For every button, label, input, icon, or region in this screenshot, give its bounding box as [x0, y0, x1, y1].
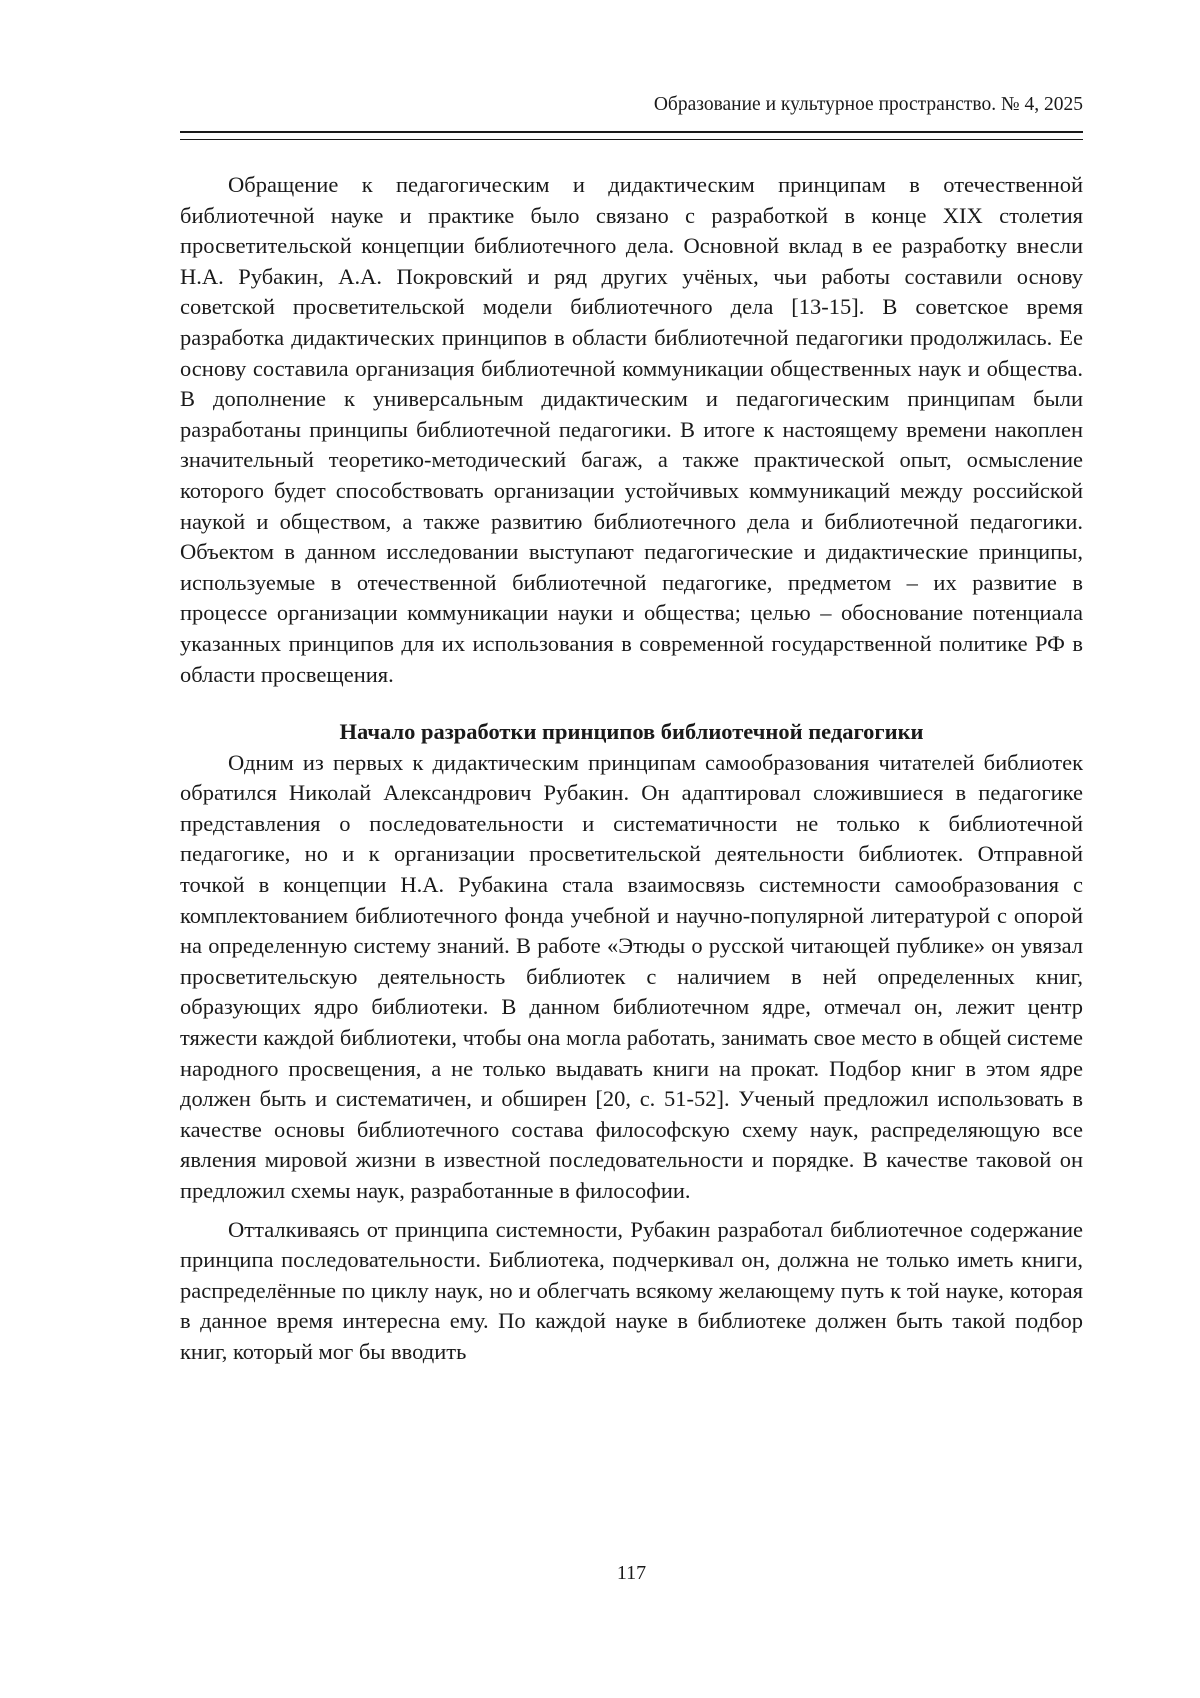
running-header: Образование и культурное пространство. № 4, 2025: [653, 94, 1083, 115]
header-double-rule: [180, 131, 1083, 140]
intro-paragraph: Обращение к педагогическим и дидактическим принципам в отечественной библиотечной науке и практике было связано с разработкой в конце XIX столетия просветительской концепции библиотечного дела. Основной вклад в ее разработку внесли Н.А. Рубакин, А.А. Покровский и ряд других учёных, чьи работы составили основу советской просветительской модели библиотечного дела [13-15]. В советское время разработка дидактических принципов в области библиотечной педагогики продолжилась. Ее основу составила организация библиотечной коммуникации общественных наук и общества. В дополнение к универсальным дидактическим и педагогическим принципам были разработаны принципы библиотечной педагогики. В итоге к настоящему времени накоплен значительный теоретико-методический багаж, а также практической опыт, осмысление которого будет способствовать организации устойчивых коммуникаций между российской наукой и обществом, а также развитию библиотечного дела и библиотечной педагогики. Объектом в данном исследовании выступают педагогические и дидактические принципы, используемые в отечественной библиотечной педагогике, предметом – их развитие в процессе организации коммуникации науки и общества; целью – обоснование потенциала указанных принципов для их использования в современной государственной политике РФ в области просвещения.: [180, 172, 1083, 687]
section-heading: Начало разработки принципов библиотечной педагогики: [339, 719, 924, 745]
section-paragraph: Отталкиваясь от принципа системности, Рубакин разработал библиотечное содержание принципа последовательности. Библиотека, подчеркивал он, должна не только иметь книги, распределённые по циклу наук, но и облегчать всякому желающему путь к той науке, которая в данное время интересна ему. По каждой науке в библиотеке должен быть такой подбор книг, который мог бы вводить: [180, 1216, 1083, 1364]
section-paragraph: Одним из первых к дидактическим принципам самообразования читателей библиотек обратился Николай Александрович Рубакин. Он адаптировал сложившиеся в педагогике представления о последовательности и систематичности не только к библиотечной педагогике, но и к организации просветительской деятельности библиотек. Отправной точкой в концепции Н.А. Рубакина стала взаимосвязь системности самообразования с комплектованием библиотечного фонда учебной и научно-популярной литературой с опорой на определенную систему знаний. В работе «Этюды о русской читающей публике» он увязал просветительскую деятельность библиотек с наличием в ней определенных книг, образующих ядро библиотеки. В данном библиотечном ядре, отмечал он, лежит центр тяжести каждой библиотеки, чтобы она могла работать, занимать свое место в общей системе народного просвещения, а не только выдавать книги на прокат. Подбор книг в этом ядре должен быть и систематичен, и обширен [20, с. 51-52]. Ученый предложил использовать в качестве основы библиотечного состава философскую схему наук, распределяющую все явления мировой жизни в известной последовательности и порядке. В качестве таковой он предложил схемы наук, разработанные в философии.: [180, 749, 1083, 1203]
article-body: [180, 170, 1083, 1368]
page-number: 117: [616, 1562, 647, 1584]
